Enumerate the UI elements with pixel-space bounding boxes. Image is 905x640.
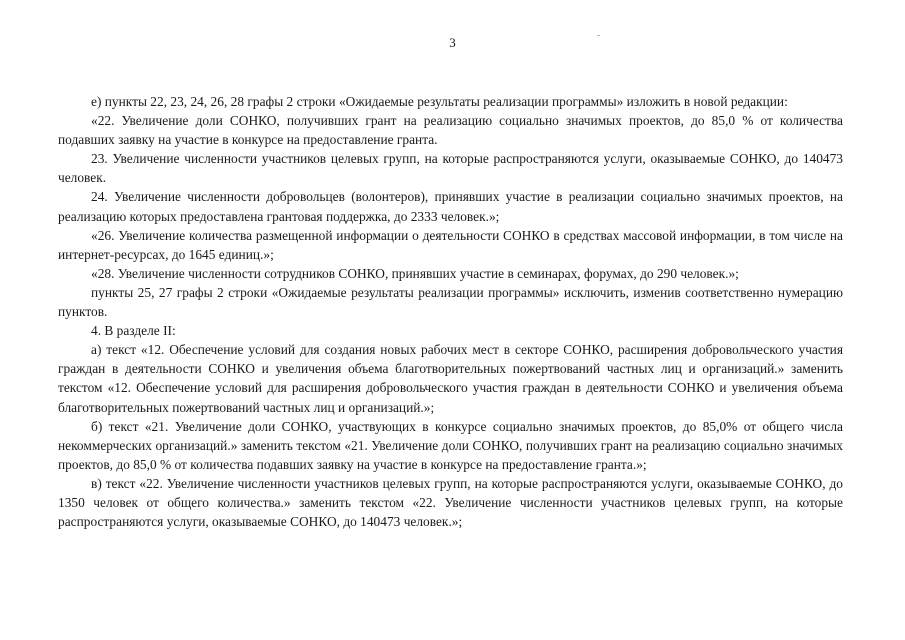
paragraph-point-26: «26. Увеличение количества размещенной информации о деятельности СОНКО в средствах массовой информации, в том числе на интернет-ресурсах, до 1645 единиц.»; [58, 227, 843, 262]
paragraph-point-23: 23. Увеличение численности участников целевых групп, на которые распространяются услуги, оказываемые СОНКО, до 140473 человек. [58, 151, 843, 186]
scan-speck [597, 35, 600, 36]
paragraph-item-b: б) текст «21. Увеличение доли СОНКО, участвующих в конкурсе социально значимых проектов, до 85,0% от общего числа некоммерческих организаций.» заменить текстом «21. Увеличение доли СОНКО, получивших грант на реализацию социально значимых проектов, до 85,0 % от количества подавших заявку на участие в конкурсе на предоставление гранта.»; [58, 418, 843, 472]
page-number: 3 [449, 35, 456, 50]
paragraph-item-e: е) пункты 22, 23, 24, 26, 28 графы 2 строки «Ожидаемые результаты реализации программы» изложить в новой редакции: [91, 94, 788, 109]
paragraph-point-28: «28. Увеличение численности сотрудников СОНКО, принявших участие в семинарах, форумах, до 290 человек.»; [91, 265, 739, 281]
paragraph-point-24: 24. Увеличение численности добровольцев (волонтеров), принявших участие в реализации социально значимых проектов, на реализацию которых предоставлена грантовая поддержка, до 2333 человек.»; [58, 189, 843, 224]
paragraph-item-v: в) текст «22. Увеличение численности участников целевых групп, на которые распространяются услуги, оказываемые СОНКО, до 1350 человек от общего количества.» заменить текстом «22. Увеличение численности участников целевых групп, на которые распространяются услуги, оказываемые СОНКО, до 140473 человек.»; [58, 475, 843, 530]
paragraph-section-heading: 4. В разделе II: [91, 323, 176, 339]
paragraph-item-a: а) текст «12. Обеспечение условий для создания новых рабочих мест в секторе СОНКО, расширения добровольческого участия граждан в деятельности СОНКО и увеличения объема благотворительных пожертвований частных лиц и организаций.» заменить текстом «12. Обеспечение условий для расширения добровольческого участия граждан в деятельности СОНКО и увеличения объема благотворительных пожертвований частных лиц и организаций.»; [58, 342, 843, 415]
paragraph-exclude-points: пункты 25, 27 графы 2 строки «Ожидаемые результаты реализации программы» исключить, изменив соответственно нумерацию пунктов. [58, 284, 843, 320]
document-body [58, 92, 843, 531]
paragraph-point-22: «22. Увеличение доли СОНКО, получивших грант на реализацию социально значимых проектов, до 85,0 % от количества подавших заявку на участие в конкурсе на предоставление гранта. [58, 113, 843, 148]
